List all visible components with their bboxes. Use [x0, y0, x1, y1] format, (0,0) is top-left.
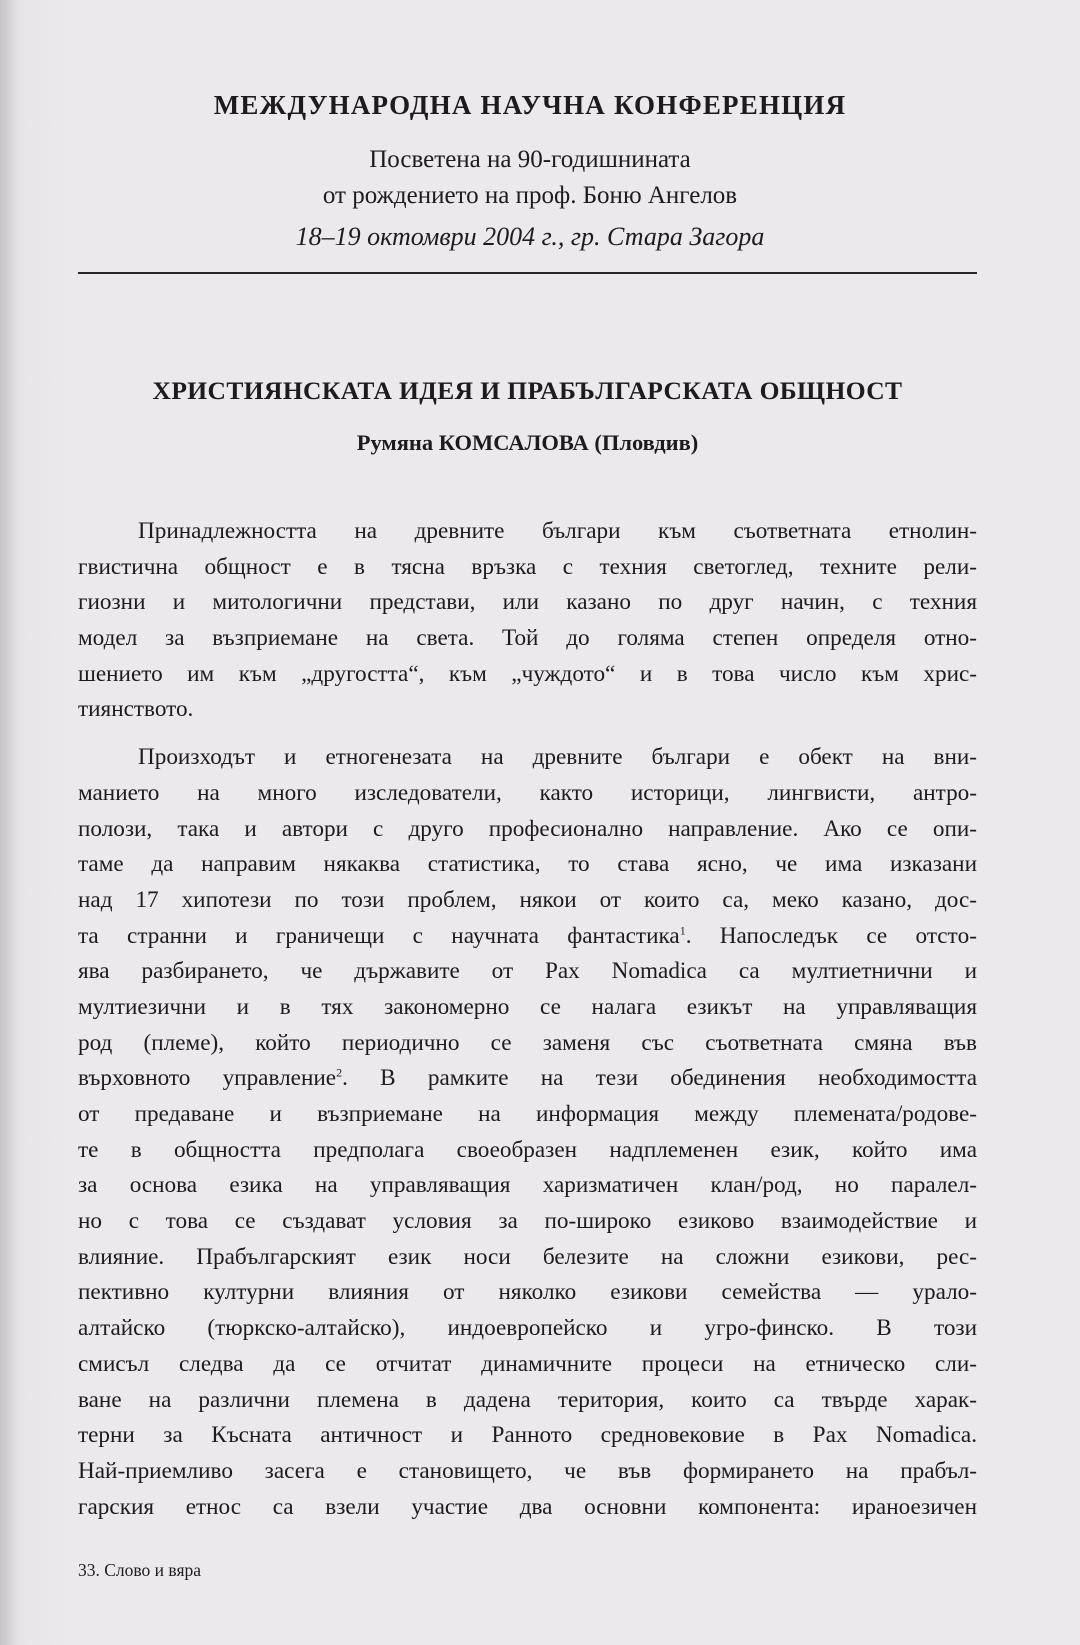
text-line: мултиезични и в тях закономерно се налага езикът на управляващия: [78, 993, 977, 1020]
footnote-mark-2[interactable]: 2: [336, 1065, 343, 1080]
text-line: род (племе), който периодично се заменя със съответната смяна във: [78, 1029, 977, 1056]
article-body: [78, 514, 977, 1525]
text-line: терни за Късната античност и Ранното средновековие в Pax Nomadica.: [78, 1422, 977, 1449]
text-line: ява разбирането, че държавите от Pax Nomadica са мултиетнични и: [78, 958, 977, 985]
text-fragment: . В рамките на тези обединения необходимостта: [342, 1065, 978, 1092]
text-line: от предаване и възприемане на информация между племената/родове-: [78, 1101, 977, 1127]
text-line: [78, 1061, 977, 1097]
conference-date-place: 18–19 октомври 2004 г., гр. Стара Загора: [295, 222, 765, 251]
text-line: за основа езика на управляващия харизматичен клан/род, но паралел-: [78, 1172, 977, 1199]
text-line: пективно културни влияния от няколко езикови семейства — урало-: [78, 1279, 977, 1306]
text-fragment: върховното управление: [78, 1065, 337, 1092]
text-line: манието на много изследователи, както историци, лингвисти, антро-: [78, 779, 977, 806]
text-line: модел за възприемане на света. Той до голяма степен определя отно-: [78, 625, 977, 652]
text-fragment: . Напоследък се отстo-: [685, 922, 977, 949]
paragraph-gap: [78, 728, 977, 740]
text-line: гарския етнос са взели участие два основни компонента: ираноезичен: [78, 1493, 977, 1520]
text-line: влияние. Прабългарският език носи белезите на сложни езикови, рес-: [78, 1243, 977, 1270]
conference-subtitle-line1: Посветена на 90-годишнината: [369, 146, 691, 173]
text-line: смисъл следва да се отчитат динамичните процеси на етническо сли-: [78, 1350, 977, 1377]
text-line: таме да направим някаква статистика, то става ясно, че има изказани: [78, 851, 977, 878]
text-line: Произходът и етногенезата на древните българи е обект на вни-: [138, 744, 977, 771]
text-line: шението им към „другостта“, към „чуждото“ и в това число към хрис-: [78, 660, 977, 687]
conference-title: МЕЖДУНАРОДНА НАУЧНА КОНФЕРЕНЦИЯ: [213, 90, 847, 120]
text-line: но с това се създават условия за по-широко езиково взаимодействие и: [78, 1208, 977, 1235]
page-signature: 33. Слово и вяра: [78, 1560, 202, 1580]
conference-subtitle-line2: от рождението на проф. Боню Ангелов: [322, 182, 738, 209]
article-title: ХРИСТИЯНСКАТА ИДЕЯ И ПРАБЪЛГАРСКАТА ОБЩНОСТ: [152, 376, 903, 405]
text-line: гиозни и митологични представи, или казано по друг начин, с техния: [78, 589, 977, 616]
spine-shadow: [0, 0, 18, 1645]
text-line: Принадлежността на древните българи към съответната етнолин-: [138, 518, 977, 544]
text-line: полози, така и автори с друго професионално направление. Ако се опи-: [78, 815, 977, 842]
text-line: ване на различни племена в дадена територия, които са твърде харак-: [78, 1386, 977, 1413]
text-line: над 17 хипотези по този проблем, някои от които са, меко казано, дос-: [78, 886, 977, 913]
text-fragment: та странни и граничещи с научната фантастика: [78, 922, 680, 949]
paragraph-2: [78, 740, 977, 1525]
header-divider: [78, 272, 977, 274]
text-line: тиянството.: [78, 696, 194, 723]
text-line: Най-приемливо засега е становището, че във формирането на прабъл-: [78, 1457, 977, 1484]
text-line: [78, 919, 977, 955]
paragraph-1: [78, 514, 977, 728]
text-line: те в общността предполага своеобразен надплеменен език, който има: [78, 1136, 977, 1163]
article-author: Румяна КОМСАЛОВА (Пловдив): [356, 430, 699, 455]
text-line: гвистична общност е в тясна връзка с техния светоглед, техните рели-: [78, 553, 977, 580]
text-line: алтайско (тюркско-алтайско), индоевропейско и угро-финско. В този: [78, 1315, 977, 1342]
footnote-mark-1[interactable]: 1: [679, 922, 686, 937]
